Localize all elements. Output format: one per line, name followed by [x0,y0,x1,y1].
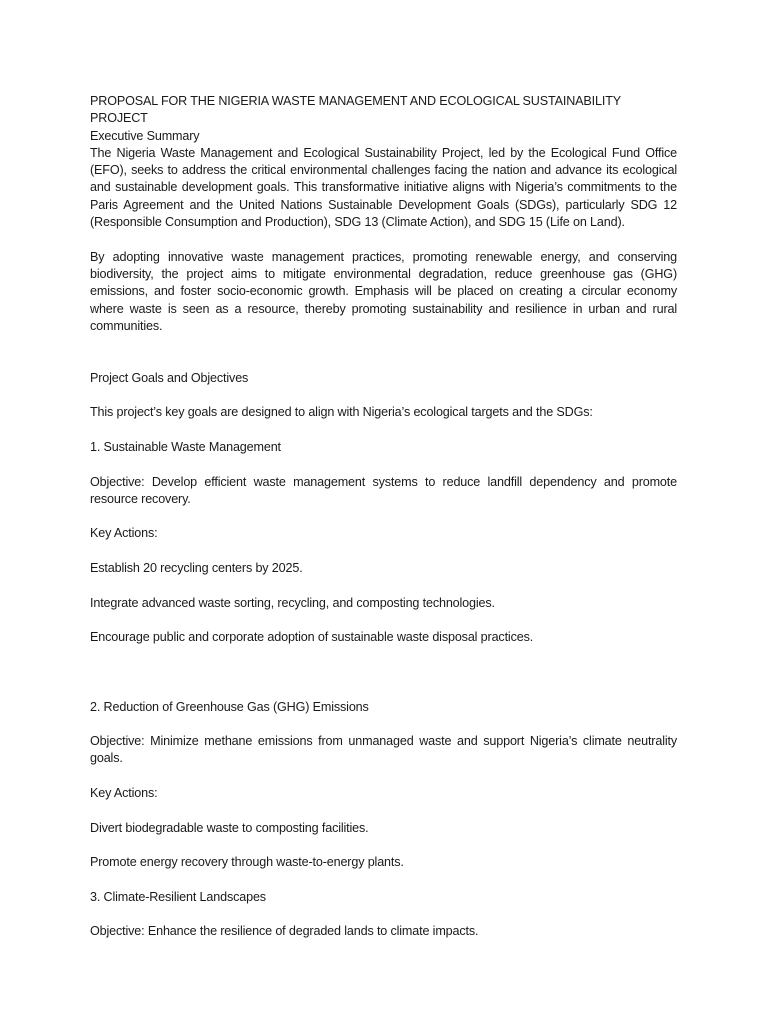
goal-1-key-actions-label: Key Actions: [90,526,158,541]
goal-2-action-2: Promote energy recovery through waste-to-energy plants. [90,855,404,870]
goal-2-heading: 2. Reduction of Greenhouse Gas (GHG) Emissions [90,699,369,714]
goal-2-action-1: Divert biodegradable waste to composting facilities. [90,820,369,835]
summary-paragraph-2: By adopting innovative waste management practices, promoting renewable energy, and conserving biodiversity, the project aims to mitigate environmental degradation, reduce greenhouse gas (GHG) emissions, and foster socio-economic growth. Emphasis will be placed on creating a circular economy where waste is seen as a resource, thereby promoting sustainability and resilience in urban and rural communities. [90,249,677,333]
summary-paragraph-1: The Nigeria Waste Management and Ecological Sustainability Project, led by the Ecological Fund Office (EFO), seeks to address the critical environmental challenges facing the nation and advance its ecological and sustainable development goals. This transformative initiative aligns with Nigeria’s commitments to the Paris Agreement and the United Nations Sustainable Development Goals (SDGs), particularly SDG 12 (Responsible Consumption and Production), SDG 13 (Climate Action), and SDG 15 (Life on Land). [90,145,677,230]
goal-1-action-1: Establish 20 recycling centers by 2025. [90,561,303,576]
goal-3-objective: Objective: Enhance the resilience of degraded lands to climate impacts. [90,924,479,939]
executive-summary-heading: Executive Summary [90,128,200,143]
goals-heading: Project Goals and Objectives [90,370,249,385]
goal-2-key-actions-label: Key Actions: [90,785,158,800]
goal-1-heading: 1. Sustainable Waste Management [90,439,281,454]
goals-intro: This project’s key goals are designed to align with Nigeria’s ecological targets and the SDGs: [90,405,593,420]
goal-1-action-3: Encourage public and corporate adoption of sustainable waste disposal practices. [90,630,534,645]
document-title: PROPOSAL FOR THE NIGERIA WASTE MANAGEMENT AND ECOLOGICAL SUSTAINABILITY PROJECT [90,94,621,126]
goal-1-objective: Objective: Develop efficient waste management systems to reduce landfill dependency and promote resource recovery. [90,474,677,506]
goal-3-heading: 3. Climate-Resilient Landscapes [90,889,266,904]
goal-2-objective: Objective: Minimize methane emissions from unmanaged waste and support Nigeria’s climate neutrality goals. [90,734,677,766]
document-page [90,93,677,941]
goal-1-action-2: Integrate advanced waste sorting, recycling, and composting technologies. [90,595,495,610]
